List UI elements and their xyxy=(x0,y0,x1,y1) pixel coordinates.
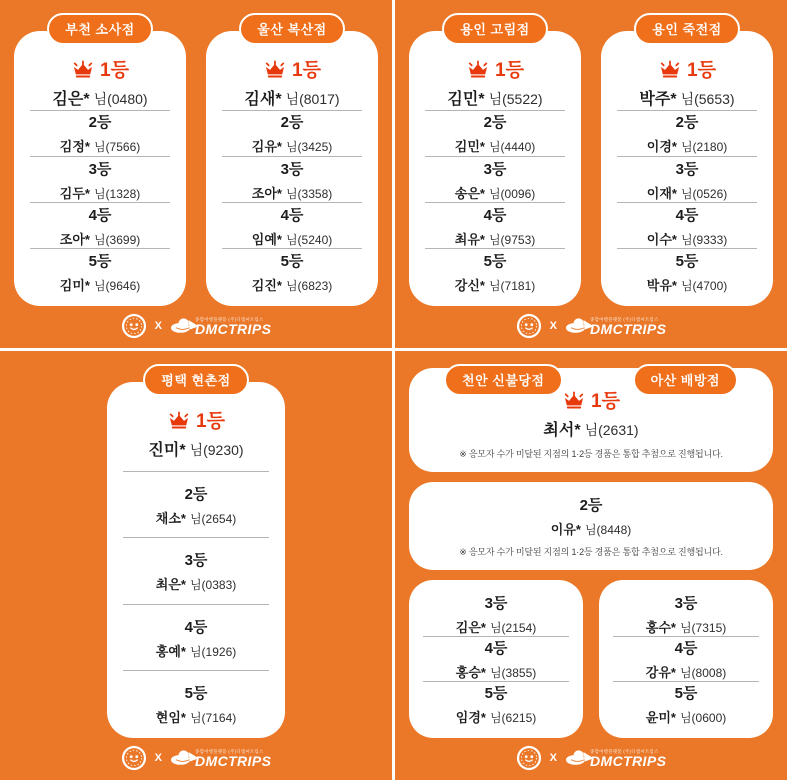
rank-label: 4등 xyxy=(484,640,508,657)
rank-3-5-row xyxy=(409,580,773,738)
dmctrips-brand: DMCTRIPS xyxy=(195,753,272,769)
quadrant-top-left xyxy=(0,0,392,348)
rank-1-section xyxy=(115,406,277,460)
seal-logo-icon xyxy=(516,313,542,339)
store-badges-row xyxy=(409,364,773,388)
winner-tail: 님(9646) xyxy=(93,279,141,293)
rank-1-title xyxy=(22,55,178,82)
winner-line xyxy=(214,136,370,155)
store-name: 평택 현촌점 xyxy=(161,373,231,388)
rank-label: 1등 xyxy=(591,391,620,412)
rank-label: 3등 xyxy=(675,160,699,178)
panels-row xyxy=(14,13,378,306)
winner-line xyxy=(417,136,573,155)
store-name: 아산 배방점 xyxy=(650,373,720,388)
winners-card xyxy=(409,31,581,306)
winner-line xyxy=(115,508,277,527)
winner-line xyxy=(22,86,178,109)
logo-footer xyxy=(516,742,667,774)
winners-card-asan xyxy=(599,580,773,738)
winner-name: 홍승* xyxy=(455,665,486,680)
dmctrips-text xyxy=(590,749,666,768)
crown-icon xyxy=(466,60,490,78)
winner-tail: 님(4440) xyxy=(488,140,536,155)
rank-label: 5등 xyxy=(88,253,112,270)
store-badge-cheonan-sinbuldang xyxy=(444,364,562,396)
winner-tail: 님(5653) xyxy=(680,91,735,107)
winner-name: 강신* xyxy=(454,278,485,293)
rank-1-section xyxy=(417,55,573,109)
winner-tail: 님(8017) xyxy=(285,91,340,107)
crown-icon xyxy=(167,411,191,429)
store-panel-yongin-gorim xyxy=(409,13,581,306)
winner-name: 최유* xyxy=(454,231,485,247)
divider xyxy=(123,537,269,538)
rank-5-section xyxy=(605,682,767,726)
winner-tail: 님(5522) xyxy=(488,91,543,107)
quadrant-top-right xyxy=(395,0,787,348)
winner-name: 김유* xyxy=(251,139,282,155)
dmctrips-logo xyxy=(565,316,666,336)
winner-tail: 님(6215) xyxy=(489,711,537,725)
rank-label: 5등 xyxy=(184,685,208,702)
store-badge xyxy=(239,13,344,45)
winner-line xyxy=(115,707,277,726)
store-badge xyxy=(143,364,248,396)
winner-name: 강유* xyxy=(645,665,676,680)
x-separator: X xyxy=(154,752,163,764)
winner-name: 김두* xyxy=(59,185,90,201)
divider xyxy=(123,604,269,605)
winner-name: 홍예* xyxy=(155,643,186,659)
rank-2-section xyxy=(22,111,178,155)
rank-2-section xyxy=(115,483,277,527)
winner-tail: 님(7181) xyxy=(488,279,536,293)
rank-label: 5등 xyxy=(280,253,304,270)
rank-label: 4등 xyxy=(483,206,507,224)
rank-label: 4등 xyxy=(674,640,698,657)
winner-name: 김새* xyxy=(244,91,282,108)
winner-line xyxy=(22,275,178,294)
rank-5-section xyxy=(609,250,765,294)
winner-line xyxy=(214,183,370,202)
rank-5-section xyxy=(115,682,277,726)
winner-name: 조아* xyxy=(59,231,90,247)
winner-line xyxy=(417,275,573,294)
x-separator: X xyxy=(154,320,163,332)
rank-5-section xyxy=(417,250,573,294)
winner-line xyxy=(417,183,573,202)
rank-label: 2등 xyxy=(88,114,112,132)
x-separator: X xyxy=(549,752,558,764)
winner-tail: 님(7164) xyxy=(189,711,237,725)
rank-2-section xyxy=(417,111,573,155)
winner-line xyxy=(415,707,577,726)
rank-4-section xyxy=(605,637,767,681)
rank-label: 5등 xyxy=(675,253,699,270)
winner-line xyxy=(214,229,370,248)
winner-tail: 님(2654) xyxy=(189,511,237,526)
draw-note: ※ 응모자 수가 미달된 지점의 1·2등 경품은 통합 추첨으로 진행됩니다. xyxy=(459,449,723,459)
rank-label: 5등 xyxy=(483,253,507,270)
rank-label: 2등 xyxy=(675,114,699,132)
divider xyxy=(123,670,269,671)
winner-tail: 님(3699) xyxy=(93,232,141,247)
winner-line xyxy=(609,136,765,155)
winner-line xyxy=(605,617,767,636)
winner-name: 이유* xyxy=(550,522,581,537)
winner-tail: 님(2631) xyxy=(584,422,639,438)
dmctrips-logo xyxy=(565,748,666,768)
rank-1-title xyxy=(214,55,370,82)
rank-4-section xyxy=(115,616,277,660)
winner-tail: 님(9230) xyxy=(189,442,244,458)
store-name: 용인 죽전점 xyxy=(652,22,722,37)
winner-line xyxy=(609,275,765,294)
crown-icon xyxy=(263,60,287,78)
rank-3-section xyxy=(415,592,577,636)
store-panel-pyeongtaek-hyeonchon xyxy=(107,364,285,738)
winner-name: 김은* xyxy=(52,91,90,108)
rank-2-section xyxy=(214,111,370,155)
logo-footer xyxy=(516,310,667,342)
winner-name: 송은* xyxy=(454,185,485,201)
winner-tail: 님(1328) xyxy=(93,186,141,201)
rank-label: 3등 xyxy=(483,160,507,178)
rank-3-section xyxy=(214,158,370,202)
winner-name: 이경* xyxy=(646,139,677,155)
store-badge-asan-baebang xyxy=(633,364,738,396)
winner-line xyxy=(415,662,577,681)
rank-label: 4등 xyxy=(675,206,699,224)
winner-line xyxy=(214,275,370,294)
dmctrips-logo xyxy=(170,316,271,336)
rank-label: 3등 xyxy=(184,552,208,569)
winners-card xyxy=(14,31,186,306)
store-panel-yongin-jukjeon xyxy=(601,13,773,306)
winners-card xyxy=(107,382,285,738)
winner-tail: 님(0600) xyxy=(679,711,727,725)
rank-5-section xyxy=(214,250,370,294)
crown-icon xyxy=(658,60,682,78)
rank-label: 2등 xyxy=(280,114,304,132)
store-badge xyxy=(634,13,739,45)
rank-3-section xyxy=(22,158,178,202)
winner-tail: 님(0526) xyxy=(680,186,728,201)
rank-label: 1등 xyxy=(687,60,716,81)
winners-card-cheonan xyxy=(409,580,583,738)
dmctrips-logo xyxy=(170,748,271,768)
logo-footer xyxy=(121,310,272,342)
winner-name: 이재* xyxy=(646,185,677,201)
winner-line xyxy=(605,662,767,681)
winner-name: 윤미* xyxy=(645,710,676,725)
rank-label: 2등 xyxy=(483,114,507,132)
dmctrips-subtext: 종합여행플랫폼 (주)디엠씨트립스 xyxy=(590,316,659,322)
winner-name: 임예* xyxy=(251,231,282,247)
winner-tail: 님(9333) xyxy=(680,232,728,247)
rank-4-section xyxy=(415,637,577,681)
dmctrips-subtext: 종합여행플랫폼 (주)디엠씨트립스 xyxy=(590,748,659,754)
rank-label: 3등 xyxy=(88,160,112,178)
winner-name: 조아* xyxy=(251,185,282,201)
winner-name: 최은* xyxy=(155,577,186,592)
dmctrips-text xyxy=(195,749,271,768)
dmctrips-brand: DMCTRIPS xyxy=(590,753,667,769)
winner-line xyxy=(419,417,763,440)
winner-name: 김은* xyxy=(455,620,486,635)
winner-name: 김민* xyxy=(447,91,485,108)
winner-line xyxy=(415,617,577,636)
store-name: 천안 신불당점 xyxy=(462,373,545,388)
rank-3-section xyxy=(609,158,765,202)
dmctrips-text xyxy=(195,317,271,336)
store-badge xyxy=(442,13,547,45)
dmctrips-brand: DMCTRIPS xyxy=(590,321,667,337)
rank-5-section xyxy=(22,250,178,294)
winner-name: 현임* xyxy=(155,710,186,725)
winners-card xyxy=(601,31,773,306)
winner-line xyxy=(417,86,573,109)
rank-label: 2등 xyxy=(184,485,208,503)
rank-5-section xyxy=(415,682,577,726)
winner-name: 이수* xyxy=(646,231,677,247)
winner-name: 임경* xyxy=(455,710,486,725)
winner-line xyxy=(609,86,765,109)
winner-name: 최서* xyxy=(543,422,581,439)
rank-4-section xyxy=(417,204,573,248)
rank-label: 3등 xyxy=(280,160,304,178)
winner-tail: 님(6823) xyxy=(285,279,333,293)
crown-icon xyxy=(562,391,586,409)
rank-label: 4등 xyxy=(184,618,208,636)
winner-line xyxy=(115,641,277,660)
winners-card xyxy=(206,31,378,306)
rank-1-title xyxy=(417,55,573,82)
rank-label: 1등 xyxy=(196,411,225,432)
winner-tail: 님(0383) xyxy=(189,578,237,592)
winner-name: 김미* xyxy=(59,278,90,293)
panels-row xyxy=(14,364,378,738)
rank-4-section xyxy=(22,204,178,248)
rank-3-section xyxy=(115,549,277,593)
winner-name: 김민* xyxy=(454,139,485,155)
winner-tail: 님(3855) xyxy=(489,666,537,680)
rank-1-title xyxy=(115,406,277,433)
winner-tail: 님(3425) xyxy=(285,140,333,155)
rank-label: 1등 xyxy=(100,60,129,81)
rank-label: 1등 xyxy=(495,60,524,81)
dmctrips-text xyxy=(590,317,666,336)
rank-label: 3등 xyxy=(484,595,508,612)
rank-label: 4등 xyxy=(88,206,112,224)
x-separator: X xyxy=(549,320,558,332)
winner-tail: 님(0096) xyxy=(488,186,536,201)
winner-line xyxy=(22,183,178,202)
winner-line xyxy=(22,136,178,155)
winner-line xyxy=(22,229,178,248)
store-name: 부천 소사점 xyxy=(65,22,135,37)
crown-icon xyxy=(71,60,95,78)
winner-name: 박주* xyxy=(639,91,677,108)
winner-tail: 님(0480) xyxy=(93,91,148,107)
seal-logo-icon xyxy=(516,745,542,771)
winner-line xyxy=(115,574,277,593)
winner-line xyxy=(609,183,765,202)
rank-1-title xyxy=(609,55,765,82)
dmctrips-subtext: 종합여행플랫폼 (주)디엠씨트립스 xyxy=(195,748,264,754)
winner-tail: 님(5240) xyxy=(285,232,333,247)
winner-name: 박유* xyxy=(646,278,677,293)
dmctrips-brand: DMCTRIPS xyxy=(195,321,272,337)
winner-line xyxy=(417,229,573,248)
winner-line xyxy=(605,707,767,726)
winner-tail: 님(2180) xyxy=(680,140,728,155)
rank-1-section xyxy=(22,55,178,109)
seal-logo-icon xyxy=(121,313,147,339)
rank-3-section xyxy=(605,592,767,636)
rank-4-section xyxy=(214,204,370,248)
winner-tail: 님(1926) xyxy=(189,644,237,659)
panels-row xyxy=(409,13,773,306)
rank-2-section xyxy=(609,111,765,155)
winner-name: 진미* xyxy=(148,442,186,459)
winner-tail: 님(9753) xyxy=(488,232,536,247)
rank-label: 5등 xyxy=(484,685,508,702)
store-panel-ulsan-boksan xyxy=(206,13,378,306)
divider xyxy=(123,471,269,472)
rank-1-section xyxy=(214,55,370,109)
rank-3-section xyxy=(417,158,573,202)
rank-label: 3등 xyxy=(674,595,698,612)
rank-label: 5등 xyxy=(674,685,698,702)
winner-line xyxy=(419,519,763,538)
winner-name: 김정* xyxy=(59,139,90,155)
winner-line xyxy=(214,86,370,109)
winner-name: 홍수* xyxy=(645,620,676,635)
store-panel-bucheon-sosa xyxy=(14,13,186,306)
store-name: 울산 복산점 xyxy=(257,22,327,37)
quadrant-bottom-left xyxy=(0,351,392,780)
rank-label: 2등 xyxy=(579,497,603,514)
winner-tail: 님(7566) xyxy=(93,140,141,155)
draw-note: ※ 응모자 수가 미달된 지점의 1·2등 경품은 통합 추첨으로 진행됩니다. xyxy=(459,547,723,557)
rank-2-card xyxy=(409,482,773,570)
store-name: 용인 고림점 xyxy=(460,22,530,37)
rank-label: 4등 xyxy=(280,206,304,224)
winner-tail: 님(8008) xyxy=(679,666,727,680)
rank-1-section xyxy=(609,55,765,109)
seal-logo-icon xyxy=(121,745,147,771)
dmctrips-subtext: 종합여행플랫폼 (주)디엠씨트립스 xyxy=(195,316,264,322)
winner-name: 김진* xyxy=(251,278,282,293)
winner-name: 채소* xyxy=(155,510,186,526)
winner-tail: 님(7315) xyxy=(679,621,727,635)
winner-tail: 님(4700) xyxy=(680,279,728,293)
logo-footer xyxy=(121,742,272,774)
winner-line xyxy=(609,229,765,248)
winner-tail: 님(2154) xyxy=(489,621,537,635)
quadrant-bottom-right xyxy=(395,351,787,780)
winner-tail: 님(8448) xyxy=(584,523,632,537)
store-badge xyxy=(47,13,152,45)
rank-label: 1등 xyxy=(292,60,321,81)
rank-4-section xyxy=(609,204,765,248)
winner-tail: 님(3358) xyxy=(285,186,333,201)
winner-line xyxy=(115,437,277,460)
